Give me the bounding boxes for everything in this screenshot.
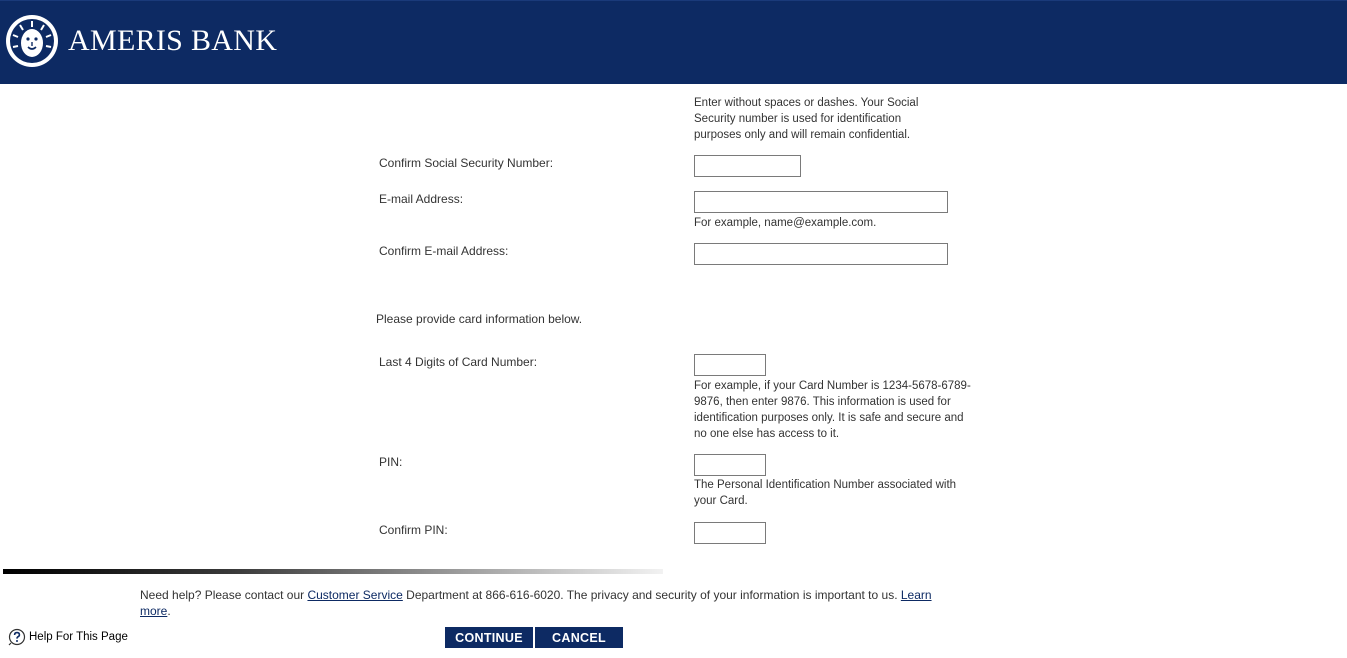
email-hint: For example, name@example.com. [694,217,877,229]
card-last4-label: Last 4 Digits of Card Number: [379,355,538,369]
email-label: E-mail Address: [379,192,464,206]
help-contact-text [140,587,940,619]
continue-button[interactable]: CONTINUE [445,627,533,648]
help-prefix: Need help? Please contact our [140,588,308,602]
help-for-page-label: Help For This Page [29,631,128,643]
bank-logo[interactable] [4,13,277,69]
card-last4-input[interactable] [694,354,766,376]
help-suffix: . [167,604,171,618]
confirm-pin-input[interactable] [694,522,766,544]
customer-service-link[interactable]: Customer Service [307,588,403,602]
ssn-hint: Enter without spaces or dashes. Your Social Security number is used for identification purposes only and will remain confidential. [694,97,919,141]
email-input[interactable] [694,191,948,213]
header-banner [0,0,1347,84]
cancel-button[interactable]: CANCEL [535,627,623,648]
card-section-text: Please provide card information below. [376,312,583,326]
bank-name: AMERIS BANK [68,24,278,57]
card-last4-hint: For example, if your Card Number is 1234-5678-6789-9876, then enter 9876. This information is used for identification purposes only. It is safe and secure and no one else has access to it. [694,380,971,440]
lion-icon [4,13,60,69]
learn-more-link[interactable]: Learn more [140,588,932,618]
section-divider [3,569,663,574]
help-middle: Department at 866-616-6020. The privacy and security of your information is important to us. [402,588,901,602]
pin-label: PIN: [379,455,403,469]
pin-input[interactable] [694,454,766,476]
confirm-pin-label: Confirm PIN: [379,523,448,537]
pin-hint: The Personal Identification Number associated with your Card. [694,479,957,507]
help-for-page-link[interactable] [8,628,128,646]
confirm-email-input[interactable] [694,243,948,265]
confirm-ssn-label: Confirm Social Security Number: [379,156,554,170]
confirm-email-label: Confirm E-mail Address: [379,244,509,258]
confirm-ssn-input[interactable] [694,155,801,177]
help-question-icon [8,628,26,646]
